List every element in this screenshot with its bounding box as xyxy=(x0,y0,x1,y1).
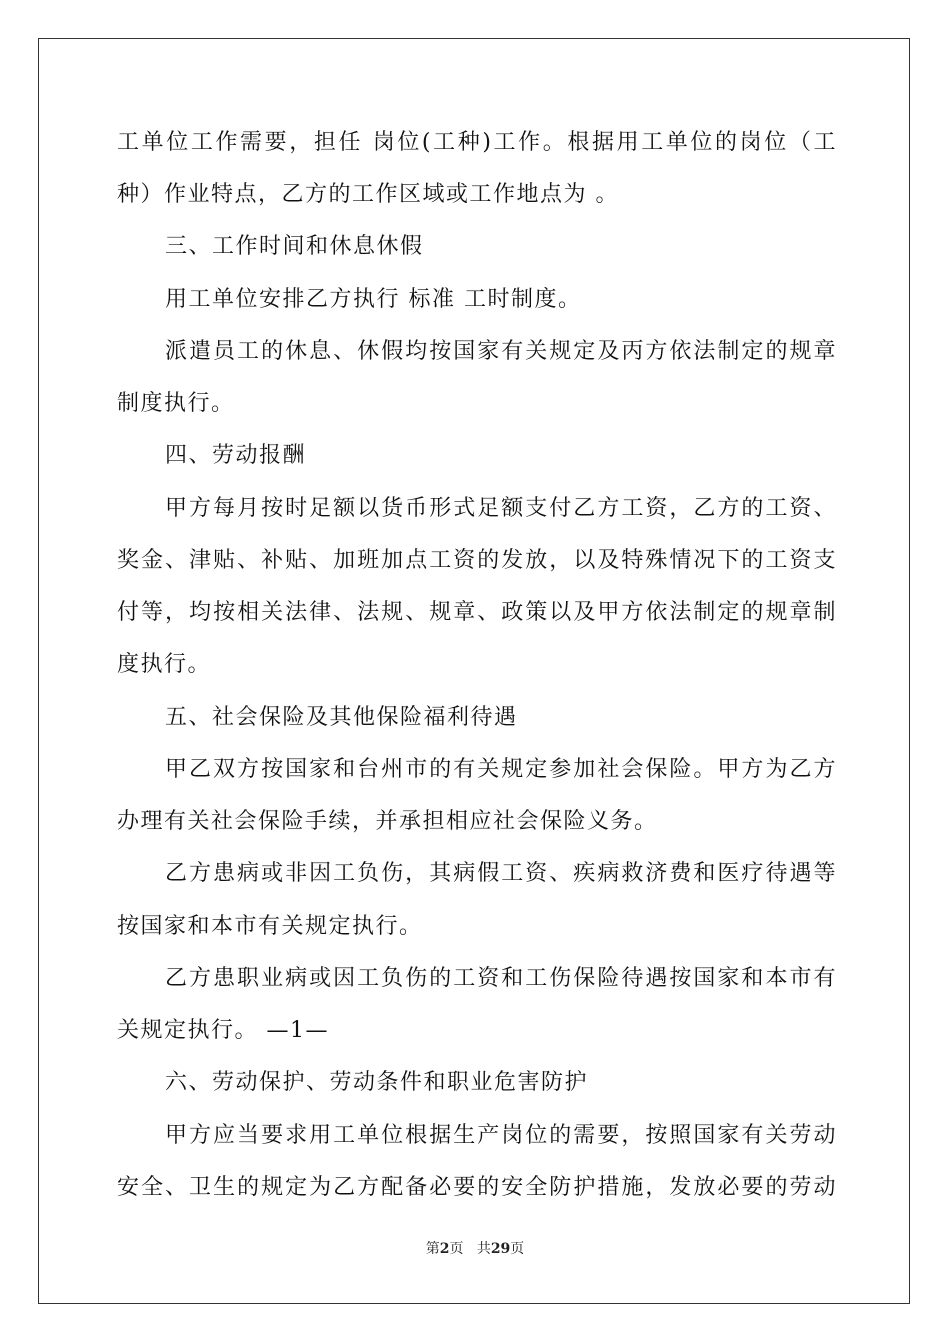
page-label-prefix: 第 xyxy=(425,1241,440,1257)
page-number: 2 xyxy=(439,1241,450,1257)
paragraph-line: 用工单位安排乙方执行 标准 工时制度。 xyxy=(165,287,582,312)
paragraph-line: 甲方每月按时足额以货币形式足额支付乙方工资，乙方的工资、 xyxy=(165,496,837,521)
page-label-suffix: 页 xyxy=(449,1241,464,1257)
paragraph-line: 制度执行。 xyxy=(117,391,235,416)
section-heading: 四、劳动报酬 xyxy=(165,443,307,468)
paragraph-line: 关规定执行。 —1— xyxy=(117,1018,329,1043)
paragraph-line: 种）作业特点，乙方的工作区域或工作地点为 。 xyxy=(117,182,619,207)
total-label-prefix: 共 xyxy=(476,1241,491,1257)
paragraph-line: 安全、卫生的规定为乙方配备必要的安全防护措施，发放必要的劳动 xyxy=(117,1175,837,1200)
total-label-suffix: 页 xyxy=(510,1241,525,1257)
paragraph-line: 甲方应当要求用工单位根据生产岗位的需要，按照国家有关劳动 xyxy=(165,1123,837,1148)
paragraph-line: 奖金、津贴、补贴、加班加点工资的发放，以及特殊情况下的工资支 xyxy=(117,548,837,573)
paragraph-line: 度执行。 xyxy=(117,652,212,677)
paragraph-line: 按国家和本市有关规定执行。 xyxy=(117,914,423,939)
section-heading: 五、社会保险及其他保险福利待遇 xyxy=(165,705,518,730)
paragraph-line: 乙方患职业病或因工负伤的工资和工伤保险待遇按国家和本市有 xyxy=(165,966,837,991)
paragraph-line: 甲乙双方按国家和台州市的有关规定参加社会保险。甲方为乙方 xyxy=(165,757,837,782)
paragraph-line: 工单位工作需要，担任 岗位(工种)工作。根据用工单位的岗位（工 xyxy=(117,130,837,155)
page-footer xyxy=(0,1238,950,1258)
total-pages: 29 xyxy=(490,1241,511,1257)
paragraph-line: 付等，均按相关法律、法规、规章、政策以及甲方依法制定的规章制 xyxy=(117,600,837,625)
section-heading: 六、劳动保护、劳动条件和职业危害防护 xyxy=(165,1070,589,1095)
paragraph-line: 派遣员工的休息、休假均按国家有关规定及丙方依法制定的规章 xyxy=(165,339,837,364)
section-heading: 三、工作时间和休息休假 xyxy=(165,234,424,259)
paragraph-line: 办理有关社会保险手续，并承担相应社会保险义务。 xyxy=(117,809,658,834)
paragraph-line: 乙方患病或非因工负伤，其病假工资、疾病救济费和医疗待遇等 xyxy=(165,861,837,886)
